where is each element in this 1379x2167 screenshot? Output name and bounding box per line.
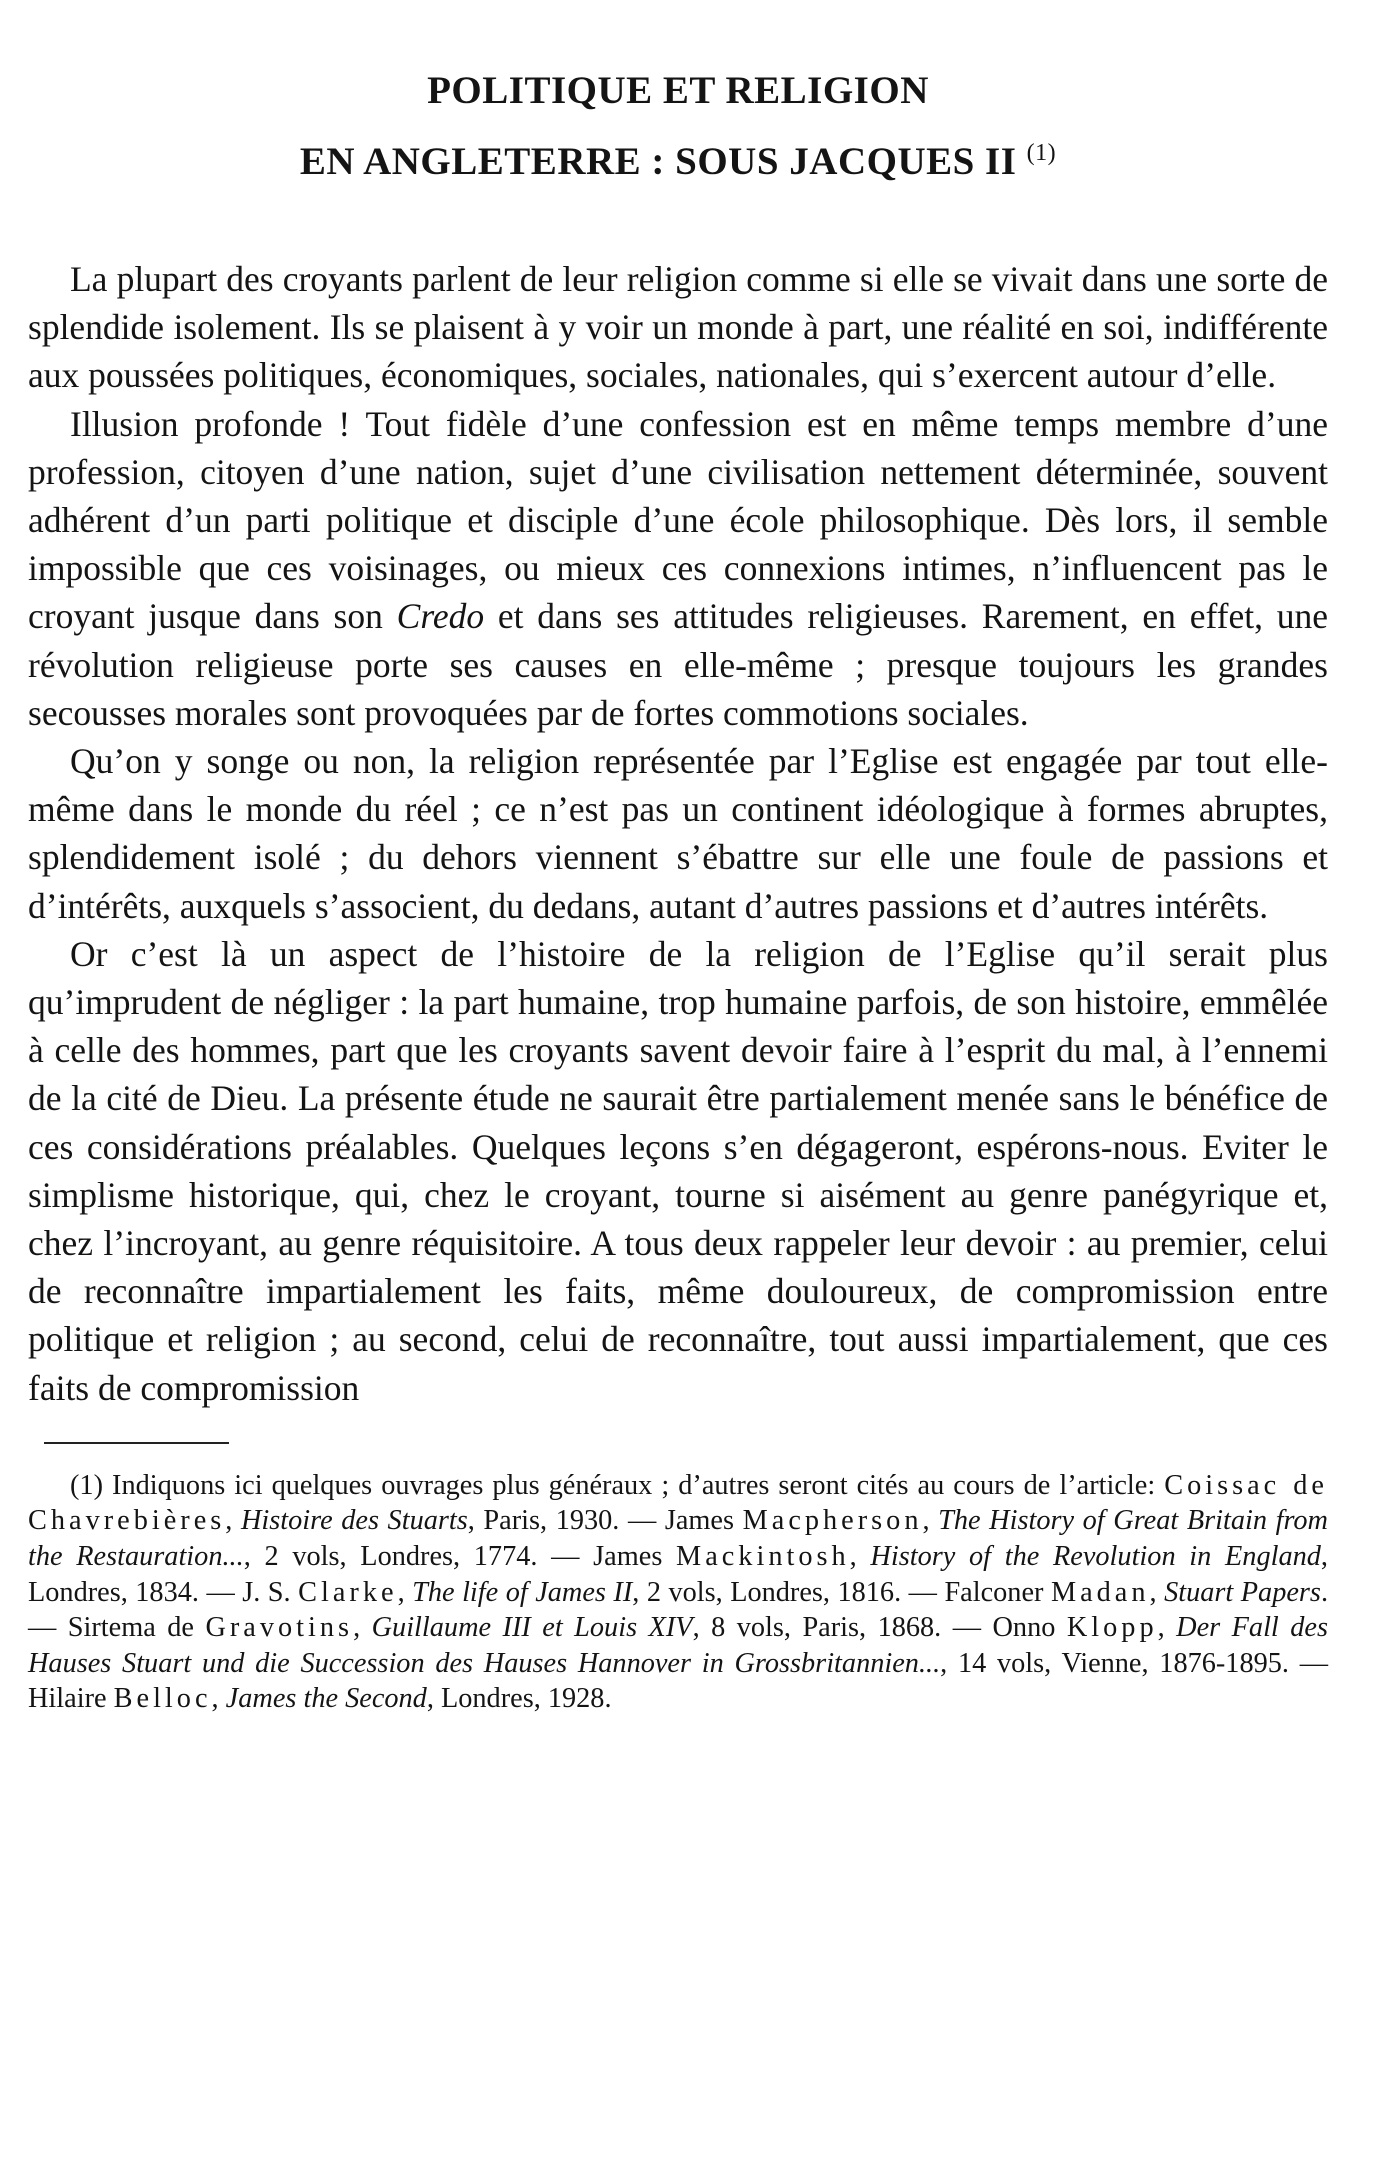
reference-author-last: Gravotins <box>205 1612 354 1644</box>
reference-author-first: J. S. <box>242 1576 299 1608</box>
reference-5: Falconer Madan, Stuart Papers. — <box>28 1576 1329 1644</box>
reference-6: Sirtema de Gravotins, Guillaume III et Louis XIV, 8 vols, Paris, 1868. — <box>67 1612 993 1644</box>
reference-details: , Paris, 1930. — <box>467 1505 665 1537</box>
reference-title: Stuart Papers <box>1164 1576 1321 1608</box>
reference-details: , Londres, 1928. <box>426 1683 612 1715</box>
reference-author-first: James <box>664 1505 743 1537</box>
paragraph-3: Qu’on y songe ou non, la religion représentée par l’Eglise est engagée par tout elle-même dans le monde du réel ; ce n’est pas un continent idéologique à formes abruptes, splendidement isolé ; du dehors viennent s’ébattre sur elle une foule de passions et d’intérêts, auxquels s’associent, du dedans, autant d’autres passions et d’autres intérêts. <box>28 741 1328 926</box>
title-footnote-mark[interactable]: (1) <box>1026 140 1057 166</box>
reference-8: Hilaire Belloc, James the Second, Londres, 1928. <box>28 1683 612 1715</box>
reference-author-first: Onno <box>992 1612 1067 1644</box>
reference-title: The History of Great Britain from the Restauration... <box>28 1505 1328 1573</box>
reference-details: , Londres, 1834. — <box>28 1541 1328 1608</box>
reference-author-first: Falconer <box>944 1576 1051 1608</box>
reference-author-first: James <box>593 1541 677 1573</box>
reference-7: Onno Klopp, Der Fall des Hauses Stuart und die Succession des Hauses Hannover in Grossbritannien..., 14 vols, Vienne, 1876-1895. — <box>28 1612 1329 1679</box>
reference-title: Guillaume III et Louis XIV <box>371 1612 693 1644</box>
reference-2: James Macpherson, The History of Great Britain from the Restauration..., 2 vols, Londres, 1774. — <box>28 1505 1328 1573</box>
reference-details: , 2 vols, Londres, 1816. — <box>632 1576 945 1608</box>
document-page <box>28 60 1328 1717</box>
reference-3: James Mackintosh, History of the Revolution in England, Londres, 1834. — <box>28 1541 1328 1608</box>
paragraph-2 <box>28 400 1328 737</box>
reference-author-last: Clarke <box>298 1576 398 1608</box>
reference-author-last: Mackintosh <box>676 1541 850 1573</box>
title-line-2: EN ANGLETERRE : SOUS JACQUES II <box>299 140 1017 183</box>
footnote-intro: Indiquons ici quelques ouvrages plus généraux ; d’autres seront cités au cours de l’article: <box>103 1469 1165 1501</box>
reference-details: , 2 vols, Londres, 1774. — <box>243 1541 594 1573</box>
reference-author-last: Belloc <box>113 1683 212 1715</box>
article-title <box>28 60 1328 193</box>
reference-title: Der Fall des Hauses Stuart und die Succession des Hauses Hannover in Grossbritannien... <box>28 1612 1328 1679</box>
footnote-mark: (1) <box>70 1469 103 1501</box>
reference-title: The life of James II <box>412 1576 633 1608</box>
footnote-divider <box>44 1442 229 1444</box>
reference-4: J. S. Clarke, The life of James II, 2 vols, Londres, 1816. — <box>242 1576 945 1608</box>
footnotes <box>28 1468 1328 1717</box>
title-line-1: POLITIQUE ET RELIGION <box>427 69 929 112</box>
paragraph-2-start: Illusion profonde ! Tout fidèle d’une confession est en même temps membre d’une profession, citoyen d’une nation, sujet d’une civilisation nettement déterminée, souvent adhérent d’un parti politique et disciple d’une école philosophique. Dès lors, il semble impossible que ces voisinages, ou mieux ces connexions intimes, n’influencent pas le croyant jusque dans son <box>28 403 1328 637</box>
footnote-refs <box>28 1470 1328 1715</box>
reference-details: . — <box>28 1576 1329 1644</box>
reference-details: , 14 vols, Vienne, 1876-1895. — <box>940 1647 1329 1679</box>
reference-author-last: Macpherson <box>742 1505 923 1537</box>
article-body <box>28 255 1328 1412</box>
reference-author-first: Hilaire <box>28 1683 114 1715</box>
reference-author-last: Coissac de Chavrebières <box>28 1469 1328 1537</box>
reference-author-last: Madan <box>1050 1576 1150 1608</box>
reference-1: Coissac de Chavrebières, Histoire des Stuarts, Paris, 1930. — <box>28 1469 1328 1537</box>
reference-title: James the Second <box>225 1683 427 1715</box>
reference-title: Histoire des Stuarts <box>240 1505 468 1537</box>
paragraph-2-end: et dans ses attitudes religieuses. Rarement, en effet, une révolution religieuse porte ses causes en elle-même ; presque toujours les grandes secousses morales sont provoquées par de fortes commotions sociales. <box>28 596 1328 733</box>
credo-italic: Credo <box>396 596 485 637</box>
reference-title: History of the Revolution in England <box>870 1541 1321 1573</box>
reference-author-first: Sirtema de <box>67 1612 206 1644</box>
paragraph-1: La plupart des croyants parlent de leur religion comme si elle se vivait dans une sorte de splendide isolement. Ils se plaisent à y voir un monde à part, une réalité en soi, indifférente aux poussées politiques, économiques, sociales, nationales, qui s’exercent autour d’elle. <box>28 259 1328 396</box>
reference-author-last: Klopp <box>1066 1612 1158 1644</box>
footnote-1 <box>28 1468 1328 1717</box>
reference-details: , 8 vols, Paris, 1868. — <box>692 1612 993 1644</box>
paragraph-4: Or c’est là un aspect de l’histoire de la religion de l’Eglise qu’il serait plus qu’imprudent de négliger : la part humaine, trop humaine parfois, de son histoire, emmêlée à celle des hommes, part que les croyants savent devoir faire à l’esprit du mal, à l’ennemi de la cité de Dieu. La présente étude ne saurait être partialement menée sans le bénéfice de ces considérations préalables. Quelques leçons s’en dégageront, espérons-nous. Eviter le simplisme historique, qui, chez le croyant, tourne si aisément au genre panégyrique et, chez l’incroyant, au genre réquisitoire. A tous deux rappeler leur devoir : au premier, celui de reconnaître impartialement les faits, même douloureux, de compromission entre politique et religion ; au second, celui de reconnaître, tout aussi impartialement, que ces faits de compromission <box>28 933 1328 1408</box>
